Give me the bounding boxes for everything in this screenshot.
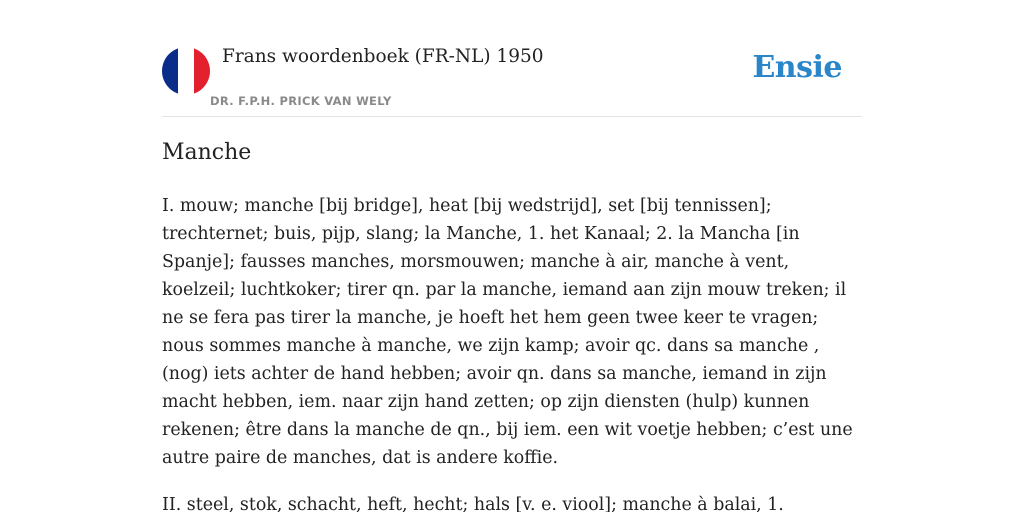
ensie-logo[interactable]: Ensie [752, 50, 842, 85]
definition-paragraph: II. steel, stok, schacht, heft, hecht; hals [v. e. viool]; manche à balai, 1. [162, 495, 784, 512]
entry-definition [162, 192, 862, 512]
dictionary-author[interactable]: DR. F.P.H. PRICK VAN WELY [210, 94, 392, 108]
flag-stripe-blue [162, 47, 178, 95]
flag-stripe-white [178, 47, 194, 95]
entry-term: Manche [162, 140, 252, 165]
dictionary-title[interactable]: Frans woordenboek (FR-NL) 1950 [222, 46, 544, 67]
definition-paragraph: I. mouw; manche [bij bridge], heat [bij wedstrijd], set [bij tennissen]; trechternet; buis, pijp, slang; la Manche, 1. het Kanaal; 2. la Mancha [in Spanje]; fausses manches, morsmouwen; manche à air, manche à vent, koelzeil; luchtkoker; tirer qn. par la manche, iemand aan zijn mouw treken; il ne se fera pas tirer la manche, je hoeft het hem geen twee keer te vragen; nous sommes manche à manche, we zijn kamp; avoir qc. dans sa manche , (nog) iets achter de hand hebben; avoir qn. dans sa manche, iemand in zijn macht hebben, iem. naar zijn hand zetten; op zijn diensten (hulp) kunnen rekenen; être dans la manche de qn., bij iem. een wit voetje hebben; c’est une autre paire de manches, dat is andere koffie. [162, 196, 853, 468]
french-flag-icon [162, 47, 210, 95]
dictionary-header [162, 0, 862, 117]
flag-stripe-red [194, 47, 210, 95]
page-container [162, 0, 862, 512]
